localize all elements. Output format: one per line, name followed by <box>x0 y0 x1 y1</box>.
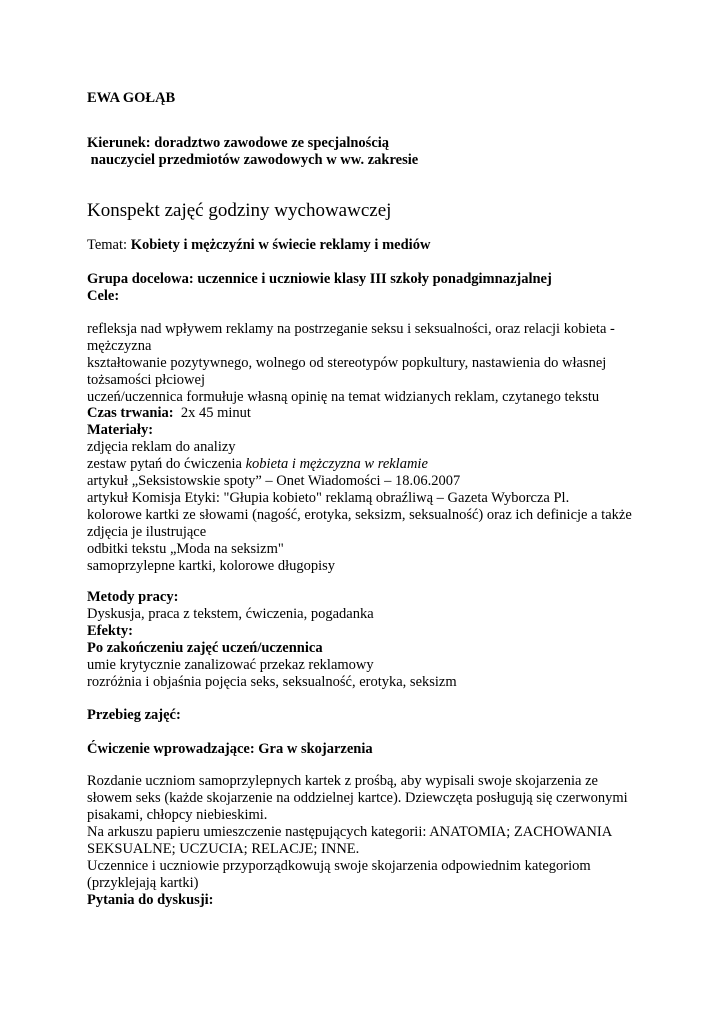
materialy-item: artykuł Komisja Etyki: "Głupia kobieto" reklamą obraźliwą – Gazeta Wyborcza Pl. <box>87 490 570 506</box>
materialy-item: samoprzylepne kartki, kolorowe długopisy <box>87 558 336 574</box>
temat-label: Temat: <box>87 237 131 253</box>
przebieg-heading: Przebieg zajęć: <box>87 707 181 723</box>
materialy-item: zdjęcia reklam do analizy <box>87 439 236 455</box>
temat-value: Kobiety i mężczyźni w świecie reklamy i mediów <box>130 237 431 253</box>
author-name: EWA GOŁĄB <box>87 90 176 106</box>
kierunek-line-1: Kierunek: doradztwo zawodowe ze specjalnością <box>87 135 390 151</box>
pytania-heading: Pytania do dyskusji: <box>87 892 214 908</box>
cwiczenie-paragraph: Uczennice i uczniowie przyporządkowują swoje skojarzenia odpowiednim kategoriom (przyklejają kartki) <box>87 858 591 891</box>
kierunek-block <box>87 135 645 169</box>
cwiczenie-heading: Ćwiczenie wprowadzające: Gra w skojarzenia <box>87 741 373 757</box>
czas-label: Czas trwania: <box>87 405 174 421</box>
efekty-heading: Efekty: <box>87 623 133 639</box>
grupa-docelowa: Grupa docelowa: uczennice i uczniowie klasy III szkoły ponadgimnazjalnej <box>87 271 552 287</box>
metody-value: Dyskusja, praca z tekstem, ćwiczenia, pogadanka <box>87 606 374 622</box>
efekty-subheading: Po zakończeniu zajęć uczeń/uczennica <box>87 640 323 656</box>
materialy-item: artykuł „Seksistowskie spoty” – Onet Wiadomości – 18.06.2007 <box>87 473 461 489</box>
efekty-item: umie krytycznie zanalizować przekaz reklamowy <box>87 657 374 673</box>
cele-item: uczeń/uczennica formułuje własną opinię na temat widzianych reklam, czytanego tekstu <box>87 389 600 405</box>
temat-line <box>87 237 645 254</box>
efekty-item: rozróżnia i objaśnia pojęcia seks, seksualność, erotyka, seksizm <box>87 674 457 690</box>
metody-heading: Metody pracy: <box>87 589 179 605</box>
materialy-item <box>87 456 645 473</box>
cwiczenie-paragraph: Rozdanie uczniom samoprzylepnych kartek z prośbą, aby wypisali swoje skojarzenia ze słowem seks (każde skojarzenie na oddzielnej kartce). Dziewczęta posługują się czerwonymi pisakami, chłopcy niebieskimi. <box>87 773 628 823</box>
materialy-heading: Materiały: <box>87 422 154 438</box>
document-title: Konspekt zajęć godziny wychowawczej <box>87 200 392 221</box>
materialy-item: odbitki tekstu „Moda na seksizm" <box>87 541 284 557</box>
cwiczenie-body <box>87 773 645 909</box>
cwiczenie-paragraph: Na arkuszu papieru umieszczenie następujących kategorii: ANATOMIA; ZACHOWANIA SEKSUALNE; UCZUCIA; RELACJE; INNE. <box>87 824 612 857</box>
kierunek-line-2: nauczyciel przedmiotów zawodowych w ww. zakresie <box>87 152 419 168</box>
materialy-item-italic: kobieta i mężczyzna w reklamie <box>245 456 428 472</box>
materialy-item-prefix: zestaw pytań do ćwiczenia <box>87 456 246 472</box>
cele-item: kształtowanie pozytywnego, wolnego od stereotypów popkultury, nastawienia do własnej tożsamości płciowej <box>87 355 607 388</box>
czas-line <box>87 405 645 422</box>
metody-block <box>87 589 645 691</box>
czas-value: 2x 45 minut <box>173 405 251 421</box>
materialy-item: kolorowe kartki ze słowami (nagość, erotyka, seksizm, seksualność) oraz ich definicje a także zdjęcia je ilustrujące <box>87 507 632 540</box>
materialy-block <box>87 422 645 575</box>
cele-list <box>87 321 645 406</box>
cele-heading: Cele: <box>87 288 120 304</box>
cele-item: refleksja nad wpływem reklamy na postrzeganie seksu i seksualności, oraz relacji kobieta - mężczyzna <box>87 321 615 354</box>
